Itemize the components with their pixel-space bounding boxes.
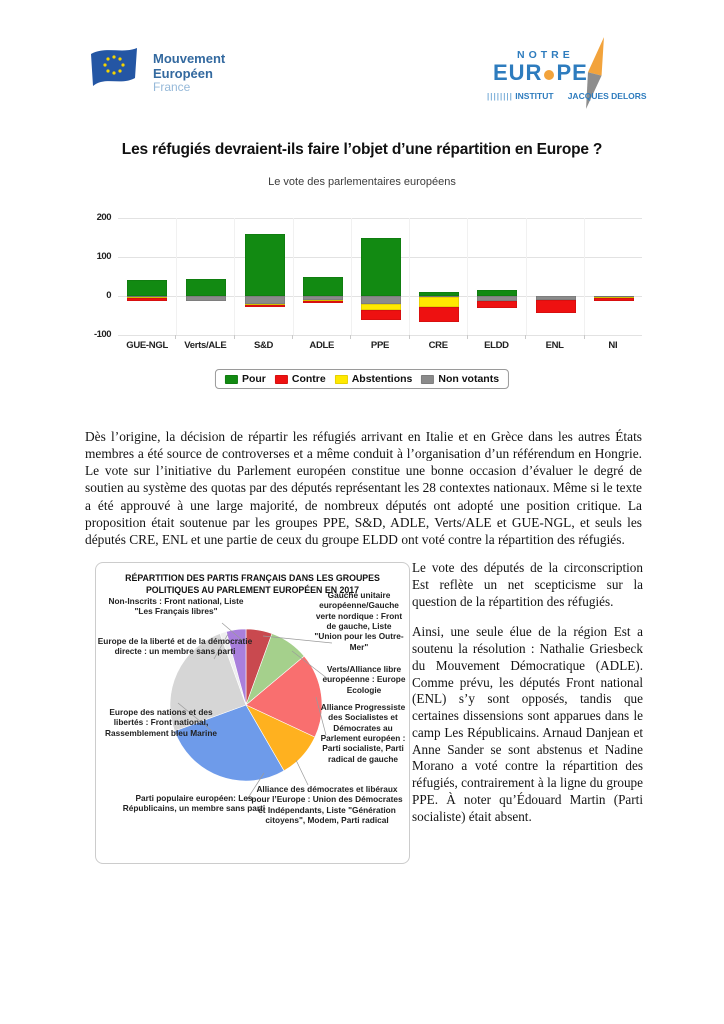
vote-bar-chart xyxy=(92,212,644,356)
bar-segment xyxy=(419,297,459,307)
compass-needle-icon xyxy=(575,30,615,116)
logo-text-mouvement: Mouvement xyxy=(153,51,226,66)
legend-swatch xyxy=(335,375,348,384)
pie-chart-card xyxy=(95,562,410,864)
legend-swatch xyxy=(275,375,288,384)
bar-segment xyxy=(303,277,343,297)
bar-segment xyxy=(245,296,285,304)
bar-column-S&D xyxy=(234,218,293,335)
y-axis-tick: -100 xyxy=(93,329,111,340)
chart-legend xyxy=(215,369,509,389)
bar-segment xyxy=(303,301,343,303)
bar-segment xyxy=(594,298,634,301)
y-axis-tick: 100 xyxy=(96,251,111,262)
bar-column-ADLE xyxy=(293,218,352,335)
bar-segment xyxy=(477,301,517,309)
pie-chart-title: RÉPARTITION DES PARTIS FRANÇAIS DANS LES GROUPES POLITIQUES AU PARLEMENT EUROPÉEN EN 2017 xyxy=(125,573,380,596)
bar-segment xyxy=(127,298,167,301)
bar-column-CRE xyxy=(409,218,468,335)
page-title: Les réfugiés devraient-ils faire l’objet d’une répartition en Europe ? xyxy=(121,141,603,158)
bar-segment xyxy=(361,296,401,304)
right-column-paragraph-2: Ainsi, une seule élue de la région Est a soutenu la résolution : Nathalie Griesbeck du Mouvement Démocratique (ADLE). Comme prévu, les députés Front national (ENL) s’y sont opposés, tandis que certaines dissensions sont apparues dans le camp Les Républicains. Arnaud Danjean et Anne Sander se sont abstenus et Nadine Morano a voté contre la répartition des réfugiés, contrairement à la ligne du groupe PPE. À noter qu’Édouard Martin (Parti socialiste) était absent. xyxy=(412,624,643,824)
bar-segment xyxy=(186,296,226,301)
page-subtitle: Le vote des parlementaires européens xyxy=(268,176,456,188)
right-column-paragraph-1: Le vote des députés de la circonscription Est reflète un net scepticisme sur la question de la répartition des réfugiés. xyxy=(412,560,643,609)
logo-text-institut: INSTITUT xyxy=(515,91,554,101)
bar-segment xyxy=(419,307,459,323)
bar-column-NI xyxy=(584,218,643,335)
x-axis-label-CRE: CRE xyxy=(428,340,448,351)
pie-label-non-inscrits: Non-Inscrits : Front national, Liste "Les Français libres" xyxy=(108,596,244,617)
x-axis-label-Verts/ALE: Verts/ALE xyxy=(184,340,227,351)
pie-label-eldd: Europe de la liberté et de la démocratie directe : un membre sans parti xyxy=(97,636,253,657)
bar-segment xyxy=(186,279,226,296)
bar-plot xyxy=(118,218,642,335)
legend-item-pour: Pour xyxy=(225,373,266,385)
logo-text-eur: EUR xyxy=(493,60,543,85)
pie-label-adle: Alliance des démocrates et libéraux pour l’Europe : Union des Démocrates et Indépendants, Liste "Génération citoyens", Modem, Parti radical xyxy=(251,784,403,826)
y-axis-tick: 0 xyxy=(106,290,111,301)
bar-column-Verts/ALE xyxy=(176,218,235,335)
bar-column-GUE-NGL xyxy=(118,218,176,335)
bar-segment xyxy=(536,300,576,313)
bar-segment xyxy=(245,305,285,307)
bar-segment xyxy=(127,280,167,296)
mouvement-europeen-logo xyxy=(85,46,225,95)
pie-label-ppe: Parti populaire européen: Les Républicains, un membre sans parti xyxy=(122,793,266,814)
y-axis-tick: 200 xyxy=(96,212,111,223)
pie-label-enl: Europe des nations et des libertés : Front national, Rassemblement bleu Marine xyxy=(104,707,218,738)
right-column xyxy=(412,560,643,839)
body-paragraph: Dès l’origine, la décision de répartir les réfugiés arrivant en Italie et en Grèce dans les autres États membres a été source de controverses et a même conduit à l’organisation d’un référendum en Hongrie. Le vote sur l’initiative du Parlement européen constitue une bonne occasion d’évaluer le degré de soutien au système des quotas par des députés représentant les 28 contextes nationaux. Même si le texte a été approuvé à une large majorité, de nombreux députés ont adopté une position critique. La proposition était soutenue par les groupes PPE, S&D, ADLE, Verts/ALE et GUE-NGL, et seuls les députés CRE, ENL et une partie de ceux du groupe ELDD ont voté contre la répartition des réfugiés. xyxy=(85,429,642,547)
bar-x-labels xyxy=(118,337,642,351)
logo-text-france: France xyxy=(153,80,191,95)
x-axis-label-ENL: ENL xyxy=(545,340,564,351)
x-axis-label-PPE: PPE xyxy=(370,340,390,351)
logo-text-europeen: Européen xyxy=(153,65,213,81)
x-axis-label-NI: NI xyxy=(608,340,618,351)
bar-column-ELDD xyxy=(467,218,526,335)
pie-label-gue-ngl: Gauche unitaire européenne/Gauche verte nordique : Front de gauche, Liste "Union pour les Outre-Mer" xyxy=(314,590,404,652)
logo-text-notre: NOTRE xyxy=(517,49,574,61)
x-axis-label-GUE-NGL: GUE-NGL xyxy=(126,340,168,351)
orange-dot-icon xyxy=(544,70,554,80)
logo-text-jacques-delors: JACQUES DELORS xyxy=(567,91,647,101)
pie-label-sd: Alliance Progressiste des Socialistes et Démocrates au Parlement européen : Parti socialiste, Parti radical de gauche xyxy=(320,702,406,764)
eu-flag-icon xyxy=(85,46,143,92)
bar-segment xyxy=(361,238,401,297)
legend-swatch xyxy=(421,375,434,384)
x-axis-label-S&D: S&D xyxy=(253,340,274,351)
bar-column-ENL xyxy=(526,218,585,335)
legend-item-contre: Contre xyxy=(275,373,326,385)
legend-item-non-votants: Non votants xyxy=(421,373,499,385)
pie-label-verts-ale: Verts/Alliance libre européenne : Europe Ecologie xyxy=(322,664,406,695)
logo-text-pe: PE xyxy=(556,60,588,85)
x-axis-label-ADLE: ADLE xyxy=(309,340,335,351)
bar-y-axis xyxy=(92,212,114,340)
bar-segment xyxy=(361,310,401,320)
logo-ticks: |||||||| xyxy=(487,92,513,101)
bar-segment xyxy=(245,234,285,296)
legend-item-abstentions: Abstentions xyxy=(335,373,413,385)
x-axis-label-ELDD: ELDD xyxy=(484,340,509,351)
notre-europe-logo xyxy=(487,36,647,116)
bar-column-PPE xyxy=(351,218,410,335)
legend-swatch xyxy=(225,375,238,384)
